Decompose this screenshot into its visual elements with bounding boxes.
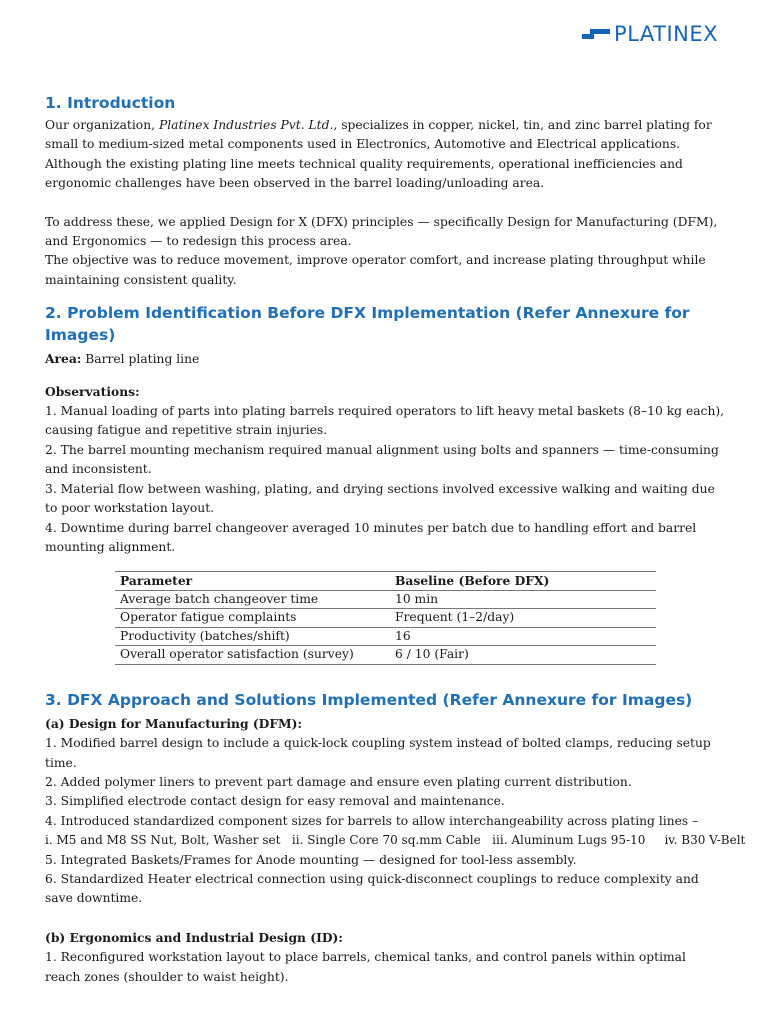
ergonomics-item: 1. Reconfigured workstation layout to place barrels, chemical tanks, and control panels within optimal reach zones (shoulder to waist height).: [45, 950, 686, 984]
table-cell: Productivity (batches/shift): [115, 627, 390, 646]
intro-paragraph-3: To address these, we applied Design for X (DFX) principles — specifically Design for Manufacturing (DFM), and Ergonomics — to redesign this process area.: [45, 214, 718, 249]
dfm-item: 1. Modified barrel design to include a quick-lock coupling system instead of bolted clamps, reducing setup time.: [45, 736, 711, 770]
intro-paragraph-4: The objective was to reduce movement, improve operator comfort, and increase plating throughput while maintaining consistent quality.: [45, 253, 706, 287]
dfm-item: 5. Integrated Baskets/Frames for Anode mounting — designed for tool-less assembly.: [45, 852, 577, 867]
table-cell: Operator fatigue complaints: [115, 609, 390, 628]
dfm-item: 3. Simplified electrode contact design for easy removal and maintenance.: [45, 794, 505, 809]
table-cell: Average batch changeover time: [115, 590, 390, 609]
logo-text: PLATINEX: [614, 22, 718, 46]
dfx-heading: 3. DFX Approach and Solutions Implemented (Refer Annexure for Images): [45, 690, 693, 709]
table-cell: Overall operator satisfaction (survey): [115, 646, 390, 665]
table-cell: 10 min: [390, 590, 656, 609]
observations-label: Observations:: [45, 383, 140, 399]
document-body: [45, 92, 746, 987]
observation-item: 4. Downtime during barrel changeover averaged 10 minutes per batch due to handling effort and barrel mounting alignment.: [45, 520, 697, 554]
table-header-baseline: Baseline (Before DFX): [390, 572, 656, 591]
dfm-item: 6. Standardized Heater electrical connection using quick-disconnect couplings to reduce complexity and save downtime.: [45, 872, 699, 906]
dfm-item: 2. Added polymer liners to prevent part damage and ensure even plating current distribution.: [45, 775, 632, 790]
observation-item: 3. Material flow between washing, plating, and drying sections involved excessive walking and waiting due to poor workstation layout.: [45, 481, 715, 516]
table-row: [115, 627, 656, 646]
ergonomics-label: (b) Ergonomics and Industrial Design (ID):: [45, 929, 343, 945]
baseline-table: [115, 571, 656, 665]
area-line: Area: Barrel plating line: [45, 351, 200, 367]
observation-item: 1. Manual loading of parts into plating barrels required operators to lift heavy metal baskets (8–10 kg each), causing fatigue and repetitive strain injuries.: [45, 404, 725, 438]
company-name: Platinex Industries Pvt. Ltd.: [158, 118, 334, 132]
dfm-label: (a) Design for Manufacturing (DFM):: [45, 715, 303, 731]
intro-paragraph-2: Although the existing plating line meets technical quality requirements, operational inefficiencies and ergonomic challenges have been observed in the barrel loading/unloading area.: [45, 156, 683, 191]
table-row: [115, 646, 656, 665]
platinex-logo: [582, 22, 718, 46]
dfm-item: 4. Introduced standardized component sizes for barrels to allow interchangeability across plating lines –: [45, 813, 699, 828]
table-cell: 6 / 10 (Fair): [390, 646, 656, 665]
intro-heading: 1. Introduction: [45, 94, 176, 112]
table-cell: 16: [390, 627, 656, 646]
problem-heading: 2. Problem Identification Before DFX Implementation (Refer Annexure for Images): [45, 304, 690, 345]
table-header-parameter: Parameter: [115, 572, 390, 591]
table-row: [115, 590, 656, 609]
logo-mark-icon: [582, 27, 610, 41]
table-cell: Frequent (1–2/day): [390, 609, 656, 628]
observation-item: 2. The barrel mounting mechanism required manual alignment using bolts and spanners — time-consuming and inconsistent.: [45, 442, 719, 477]
intro-paragraph-1: Our organization, Platinex Industries Pvt. Ltd., specializes in copper, nickel, tin, and zinc barrel plating for small to medium-sized metal components used in Electronics, Automotive and Electrical applications.: [45, 118, 712, 152]
table-row: [115, 609, 656, 628]
dfm-item: i. M5 and M8 SS Nut, Bolt, Washer set ii. Single Core 70 sq.mm Cable iii. Aluminum Lugs 95-10 iv. B30 V-Belt: [45, 833, 746, 848]
table-header-row: [115, 572, 656, 591]
